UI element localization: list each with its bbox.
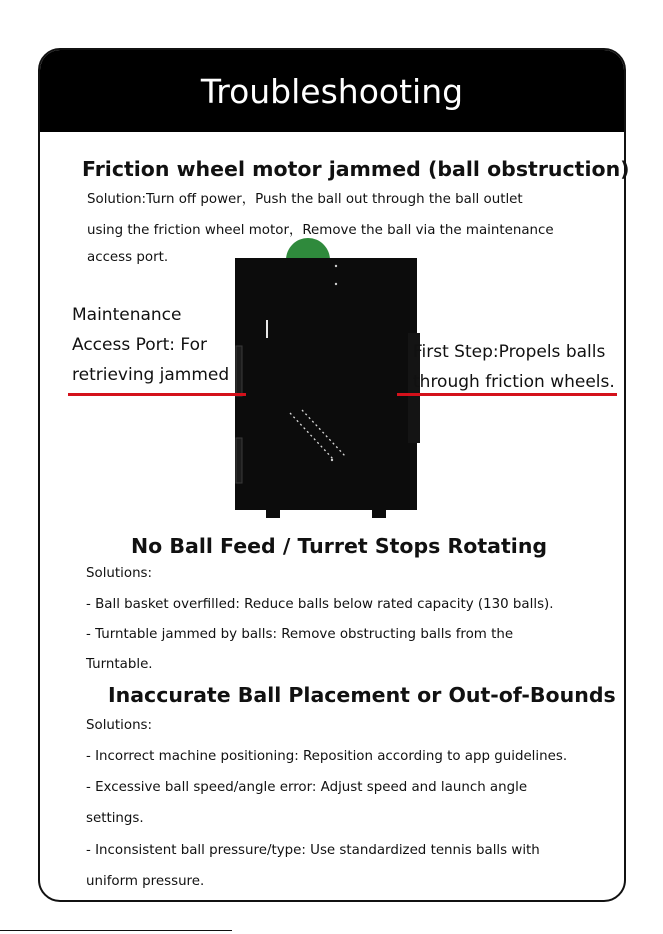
machine-illustration <box>222 238 422 520</box>
callout-right-line-2: through friction wheels. <box>413 372 615 392</box>
callout-right-line-1: First Step:Propels balls <box>413 342 606 362</box>
callout-left-line <box>68 393 246 396</box>
section2-line-3: - Turntable jammed by balls: Remove obstructing balls from the <box>86 627 514 642</box>
callout-left-line-2: Access Port: For <box>72 335 207 355</box>
section3-line-1: Solutions: <box>86 718 153 733</box>
callout-left-line-1: Maintenance <box>72 305 182 325</box>
section2-line-1: Solutions: <box>86 566 153 581</box>
section2-line-4: Turntable. <box>86 657 153 672</box>
section1-line-3: access port. <box>87 250 169 265</box>
section3-line-6: uniform pressure. <box>86 874 205 889</box>
green-knob-icon <box>286 238 330 260</box>
callout-left-line-3: retrieving jammed <box>72 365 230 385</box>
page-title: Troubleshooting <box>200 71 464 111</box>
section2-heading: No Ball Feed / Turret Stops Rotating <box>131 534 548 558</box>
section3-line-5: - Inconsistent ball pressure/type: Use standardized tennis balls with <box>86 843 540 858</box>
section3-heading: Inaccurate Ball Placement or Out-of-Bounds <box>108 683 616 707</box>
section3-line-2: - Incorrect machine positioning: Reposition according to app guidelines. <box>86 749 568 764</box>
callout-right-line <box>397 393 617 396</box>
section1-line-1: Solution:Turn off power，Push the ball out through the ball outlet <box>87 192 523 207</box>
section3-line-3: - Excessive ball speed/angle error: Adjust speed and launch angle <box>86 780 528 795</box>
section1-line-2: using the friction wheel motor，Remove the ball via the maintenance <box>87 223 554 238</box>
section3-line-4: settings. <box>86 811 144 826</box>
machine-body <box>235 258 417 510</box>
section1-heading: Friction wheel motor jammed (ball obstruction) <box>82 157 630 181</box>
section2-line-2: - Ball basket overfilled: Reduce balls below rated capacity (130 balls). <box>86 597 554 612</box>
header-banner <box>40 50 624 132</box>
footer-rule <box>0 930 232 931</box>
